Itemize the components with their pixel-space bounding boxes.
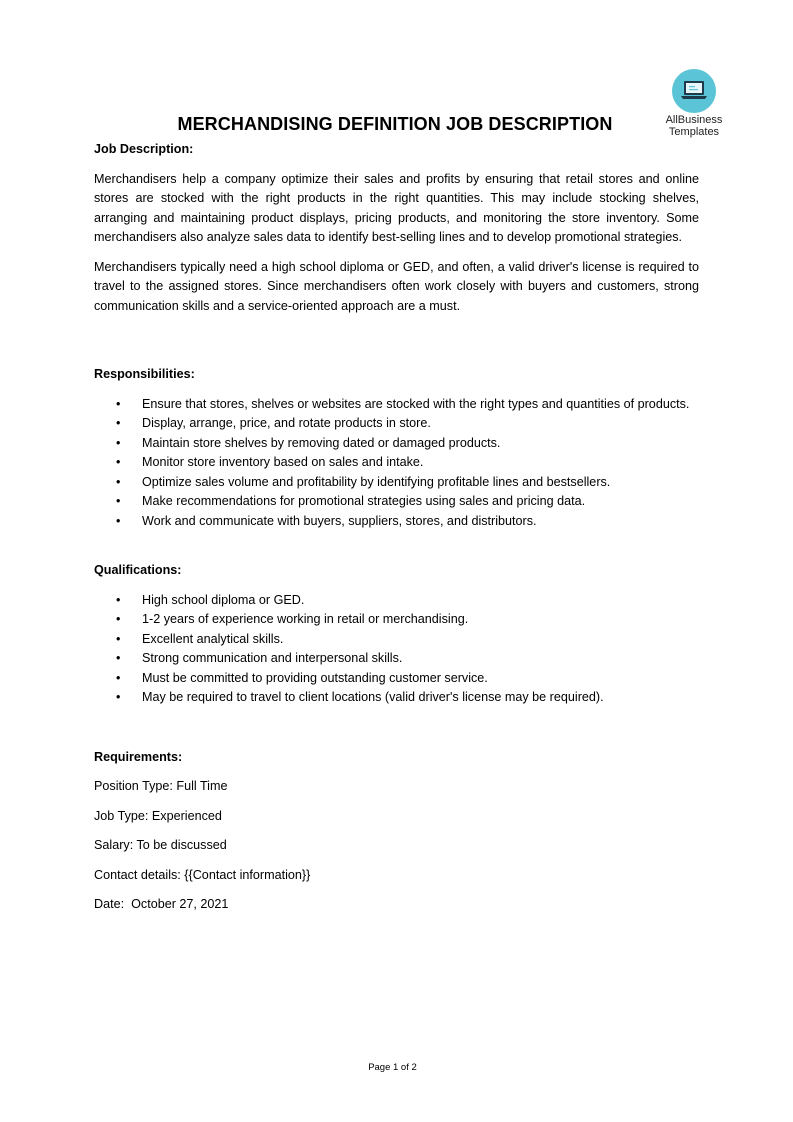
document-title: MERCHANDISING DEFINITION JOB DESCRIPTION [177, 114, 613, 134]
list-item-text: May be required to travel to client locations (valid driver's license may be required). [142, 690, 604, 704]
list-item [94, 434, 699, 454]
bullet-icon: • [116, 592, 121, 607]
bullet-icon: • [116, 494, 121, 508]
date: Date: October 27, 2021 [94, 897, 229, 911]
list-item [94, 473, 699, 493]
page-number: Page 1 of 2 [368, 1062, 417, 1073]
list-item-text: Work and communicate with buyers, suppliers, stores, and distributors. [142, 513, 537, 528]
bullet-icon: • [116, 612, 121, 626]
logo-line-1: AllBusiness [665, 114, 723, 126]
list-item-text: Monitor store inventory based on sales and intake. [142, 455, 424, 469]
job-description-heading: Job Description: [94, 142, 194, 156]
list-item [94, 610, 699, 630]
list-item-text: Make recommendations for promotional strategies using sales and pricing data. [142, 494, 586, 508]
position-type: Position Type: Full Time [94, 779, 228, 793]
bullet-icon: • [116, 670, 121, 685]
bullet-icon: • [116, 513, 121, 528]
list-item-text: Strong communication and interpersonal skills. [142, 651, 403, 665]
bullet-icon: • [116, 651, 121, 665]
qualifications-list [94, 591, 699, 708]
list-item [94, 591, 699, 611]
list-item [94, 414, 699, 434]
list-item-text: Excellent analytical skills. [142, 631, 284, 646]
list-item [94, 669, 699, 689]
list-item [94, 630, 699, 650]
job-description-paragraph-1: Merchandisers help a company optimize their sales and profits by ensuring that retail stores and online stores are stocked with the right products in the right quantities. This may include stocking shelves, arranging and maintaining product displays, pricing products, and monitoring the store inventory. Some merchandisers also analyze sales data to identify best-selling lines and to develop promotional strategies. [94, 171, 699, 244]
job-description-paragraph-2: Merchandisers typically need a high school diploma or GED, and often, a valid driver's license is required to travel to the assigned stores. Since merchandisers often work closely with buyers and customers, strong communication skills and a service-oriented approach are a must. [94, 259, 699, 313]
bullet-icon: • [116, 435, 121, 450]
list-item-text: Maintain store shelves by removing dated or damaged products. [142, 435, 501, 450]
bullet-icon: • [116, 474, 121, 489]
list-item [94, 492, 699, 512]
list-item-text: Optimize sales volume and profitability by identifying profitable lines and bestsellers. [142, 474, 611, 489]
bullet-icon: • [116, 416, 121, 430]
list-item [94, 395, 699, 415]
job-type: Job Type: Experienced [94, 808, 222, 823]
logo-line-2: Templates [668, 126, 720, 138]
bullet-icon: • [116, 455, 121, 469]
list-item-text: Must be committed to providing outstanding customer service. [142, 670, 488, 685]
contact-details: Contact details: {{Contact information}} [94, 867, 311, 882]
bullet-icon: • [116, 396, 121, 411]
responsibilities-heading: Responsibilities: [94, 367, 195, 381]
list-item [94, 512, 699, 532]
list-item-text: High school diploma or GED. [142, 592, 305, 607]
list-item-text: 1-2 years of experience working in retail or merchandising. [142, 612, 469, 626]
list-item-text: Display, arrange, price, and rotate products in store. [142, 416, 431, 430]
bullet-icon: • [116, 690, 121, 704]
salary: Salary: To be discussed [94, 838, 227, 852]
list-item [94, 649, 699, 669]
qualifications-heading: Qualifications: [94, 563, 182, 577]
list-item [94, 688, 699, 708]
list-item [94, 453, 699, 473]
laptop-icon [672, 69, 716, 113]
list-item-text: Ensure that stores, shelves or websites are stocked with the right types and quantities of products. [142, 396, 690, 411]
document-body [94, 140, 699, 915]
responsibilities-list [94, 395, 699, 532]
bullet-icon: • [116, 631, 121, 646]
requirements-heading: Requirements: [94, 749, 183, 764]
